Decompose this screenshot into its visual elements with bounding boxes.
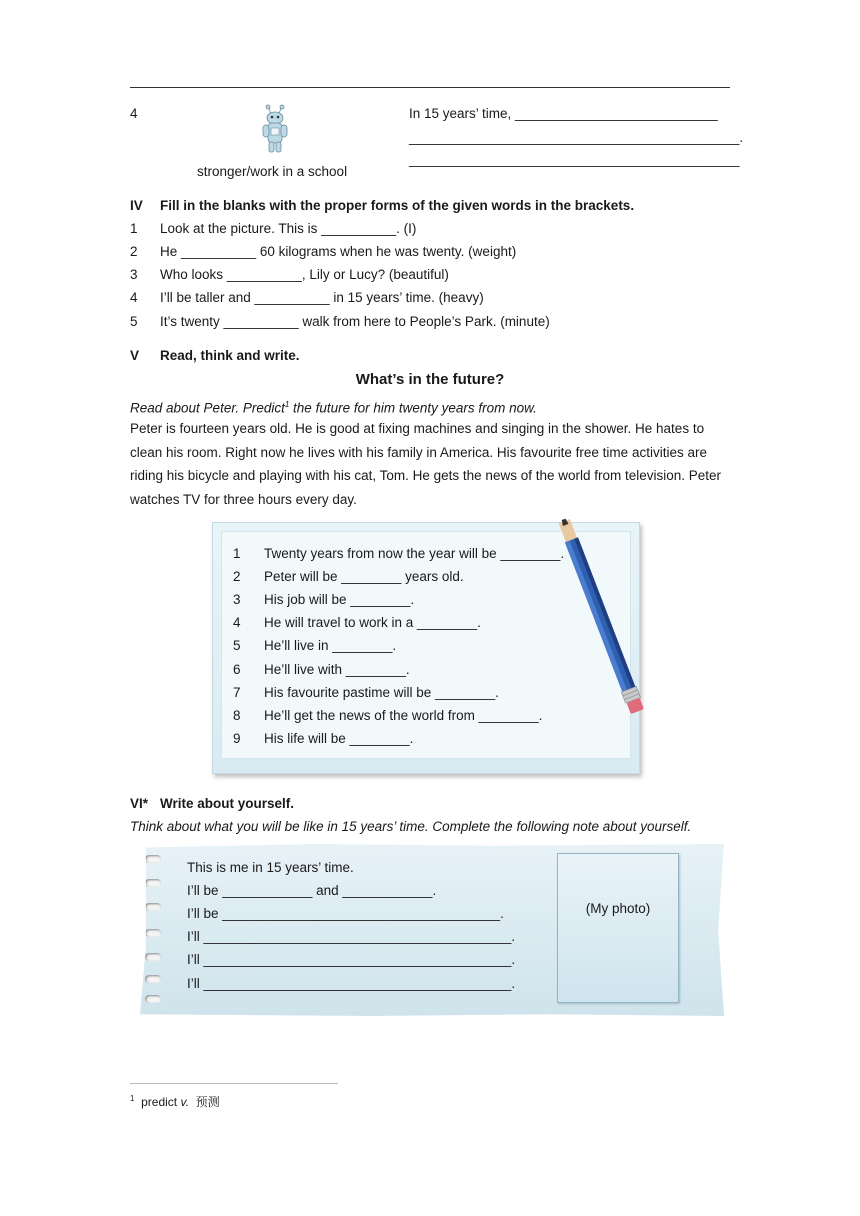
- section-title: Fill in the blanks with the proper forms of the given words in the brackets.: [160, 198, 635, 213]
- section-title: Read, think and write.: [160, 348, 300, 363]
- pencil-icon: [548, 512, 658, 732]
- section-number: V: [130, 348, 140, 363]
- footnote-mark: 1: [130, 1094, 135, 1103]
- answer-line-2: ____________________________________________.: [409, 130, 744, 145]
- note-line: I’ll be ____________ and ____________.: [187, 883, 437, 898]
- question-item: [233, 545, 564, 563]
- item-text: His life will be ________.: [264, 731, 414, 746]
- question-item: [233, 591, 414, 609]
- footnote-pos: v.: [180, 1095, 189, 1109]
- section-number: VI*: [130, 796, 149, 811]
- item-number: 5: [130, 314, 138, 329]
- footnote: [130, 1093, 220, 1110]
- section-title: Write about yourself.: [160, 796, 295, 811]
- list-item: [130, 289, 484, 307]
- footnote-rule: [130, 1083, 338, 1084]
- paper-hole: [145, 975, 161, 983]
- item-number: 3: [233, 592, 241, 607]
- item-number: 2: [233, 569, 241, 584]
- question-item: [233, 707, 542, 725]
- question-item: [233, 684, 499, 702]
- paper-hole: [145, 879, 161, 887]
- item-text: He’ll get the news of the world from ________.: [264, 708, 543, 723]
- item-text: I’ll be taller and __________ in 15 years’ time. (heavy): [160, 290, 484, 305]
- item-text: His favourite pastime will be ________.: [264, 685, 499, 700]
- footnote-ref: 1: [284, 400, 290, 409]
- note-line: I’ll _________________________________________.: [187, 952, 516, 967]
- item-text: Peter will be ________ years old.: [264, 569, 464, 584]
- item-text: He’ll live in ________.: [264, 638, 397, 653]
- item-text: Look at the picture. This is __________. (I): [160, 221, 417, 236]
- item-text: Twenty years from now the year will be ________.: [264, 546, 565, 561]
- item-text: Who looks __________, Lily or Lucy? (beautiful): [160, 267, 449, 282]
- item-number: 4: [130, 106, 138, 121]
- list-item: [130, 266, 449, 284]
- item-number: 3: [130, 267, 138, 282]
- question-item: [233, 661, 410, 679]
- item-number: 7: [233, 685, 241, 700]
- passage-instruction: [130, 396, 537, 418]
- item-number: 6: [233, 662, 241, 677]
- answer-line-3: ____________________________________________: [409, 152, 740, 167]
- item-text: He will travel to work in a ________.: [264, 615, 481, 630]
- item-text: It’s twenty __________ walk from here to People’s Park. (minute): [160, 314, 550, 329]
- item-text: He __________ 60 kilograms when he was twenty. (weight): [160, 244, 517, 259]
- photo-placeholder: [557, 853, 679, 1003]
- item-number: 1: [233, 546, 241, 561]
- footnote-term: predict: [141, 1095, 178, 1109]
- item-number: 5: [233, 638, 241, 653]
- item-text: He’ll live with ________.: [264, 662, 410, 677]
- image-caption: stronger/work in a school: [197, 164, 348, 179]
- question-item: [233, 614, 481, 632]
- passage-text: Peter is fourteen years old. He is good at fixing machines and singing in the shower. He hates to clean his room. Right now he lives with his family in America. His favourite free time activities are riding his bicycle and playing with his cat, Tom. He gets the news of the world from television. Peter watches TV for three hours every day.: [130, 421, 722, 507]
- paper-hole: [145, 929, 161, 937]
- robot-figure-icon: [258, 103, 292, 155]
- item-number: 1: [130, 221, 138, 236]
- footnote-meaning: 预测: [195, 1095, 220, 1109]
- note-line: I’ll _________________________________________.: [187, 976, 516, 991]
- paper-hole: [145, 855, 161, 863]
- item-number: 2: [130, 244, 138, 259]
- photo-label: (My photo): [585, 901, 651, 916]
- question-item: [233, 568, 464, 586]
- paper-hole: [145, 903, 161, 911]
- list-item: [130, 313, 550, 331]
- section-iv-heading: [130, 197, 634, 215]
- note-line: This is me in 15 years’ time.: [187, 860, 354, 875]
- top-rule: [130, 87, 730, 88]
- list-item: [130, 220, 416, 238]
- question-item: [233, 637, 396, 655]
- item-text: His job will be ________.: [264, 592, 415, 607]
- item-number: 9: [233, 731, 241, 746]
- instruction-text-2: the future for him twenty years from now.: [289, 400, 537, 416]
- question-item: [233, 730, 413, 748]
- section-v-heading: [130, 347, 300, 365]
- item-number: 4: [233, 615, 241, 630]
- list-item: [130, 243, 516, 261]
- instruction-text: Read about Peter. Predict: [130, 400, 285, 416]
- passage-title: What’s in the future?: [355, 371, 505, 388]
- item-number: 8: [233, 708, 241, 723]
- note-line: I’ll _________________________________________.: [187, 929, 516, 944]
- section-number: IV: [130, 198, 143, 213]
- section-instruction: Think about what you will be like in 15 years’ time. Complete the following note about yourself.: [130, 819, 692, 834]
- paper-hole: [145, 995, 161, 1003]
- note-line: I’ll be _____________________________________.: [187, 906, 504, 921]
- answer-line-1: In 15 years’ time, ___________________________: [409, 106, 718, 121]
- paper-hole: [145, 953, 161, 961]
- item-number: 4: [130, 290, 138, 305]
- section-vi-heading: [130, 795, 294, 813]
